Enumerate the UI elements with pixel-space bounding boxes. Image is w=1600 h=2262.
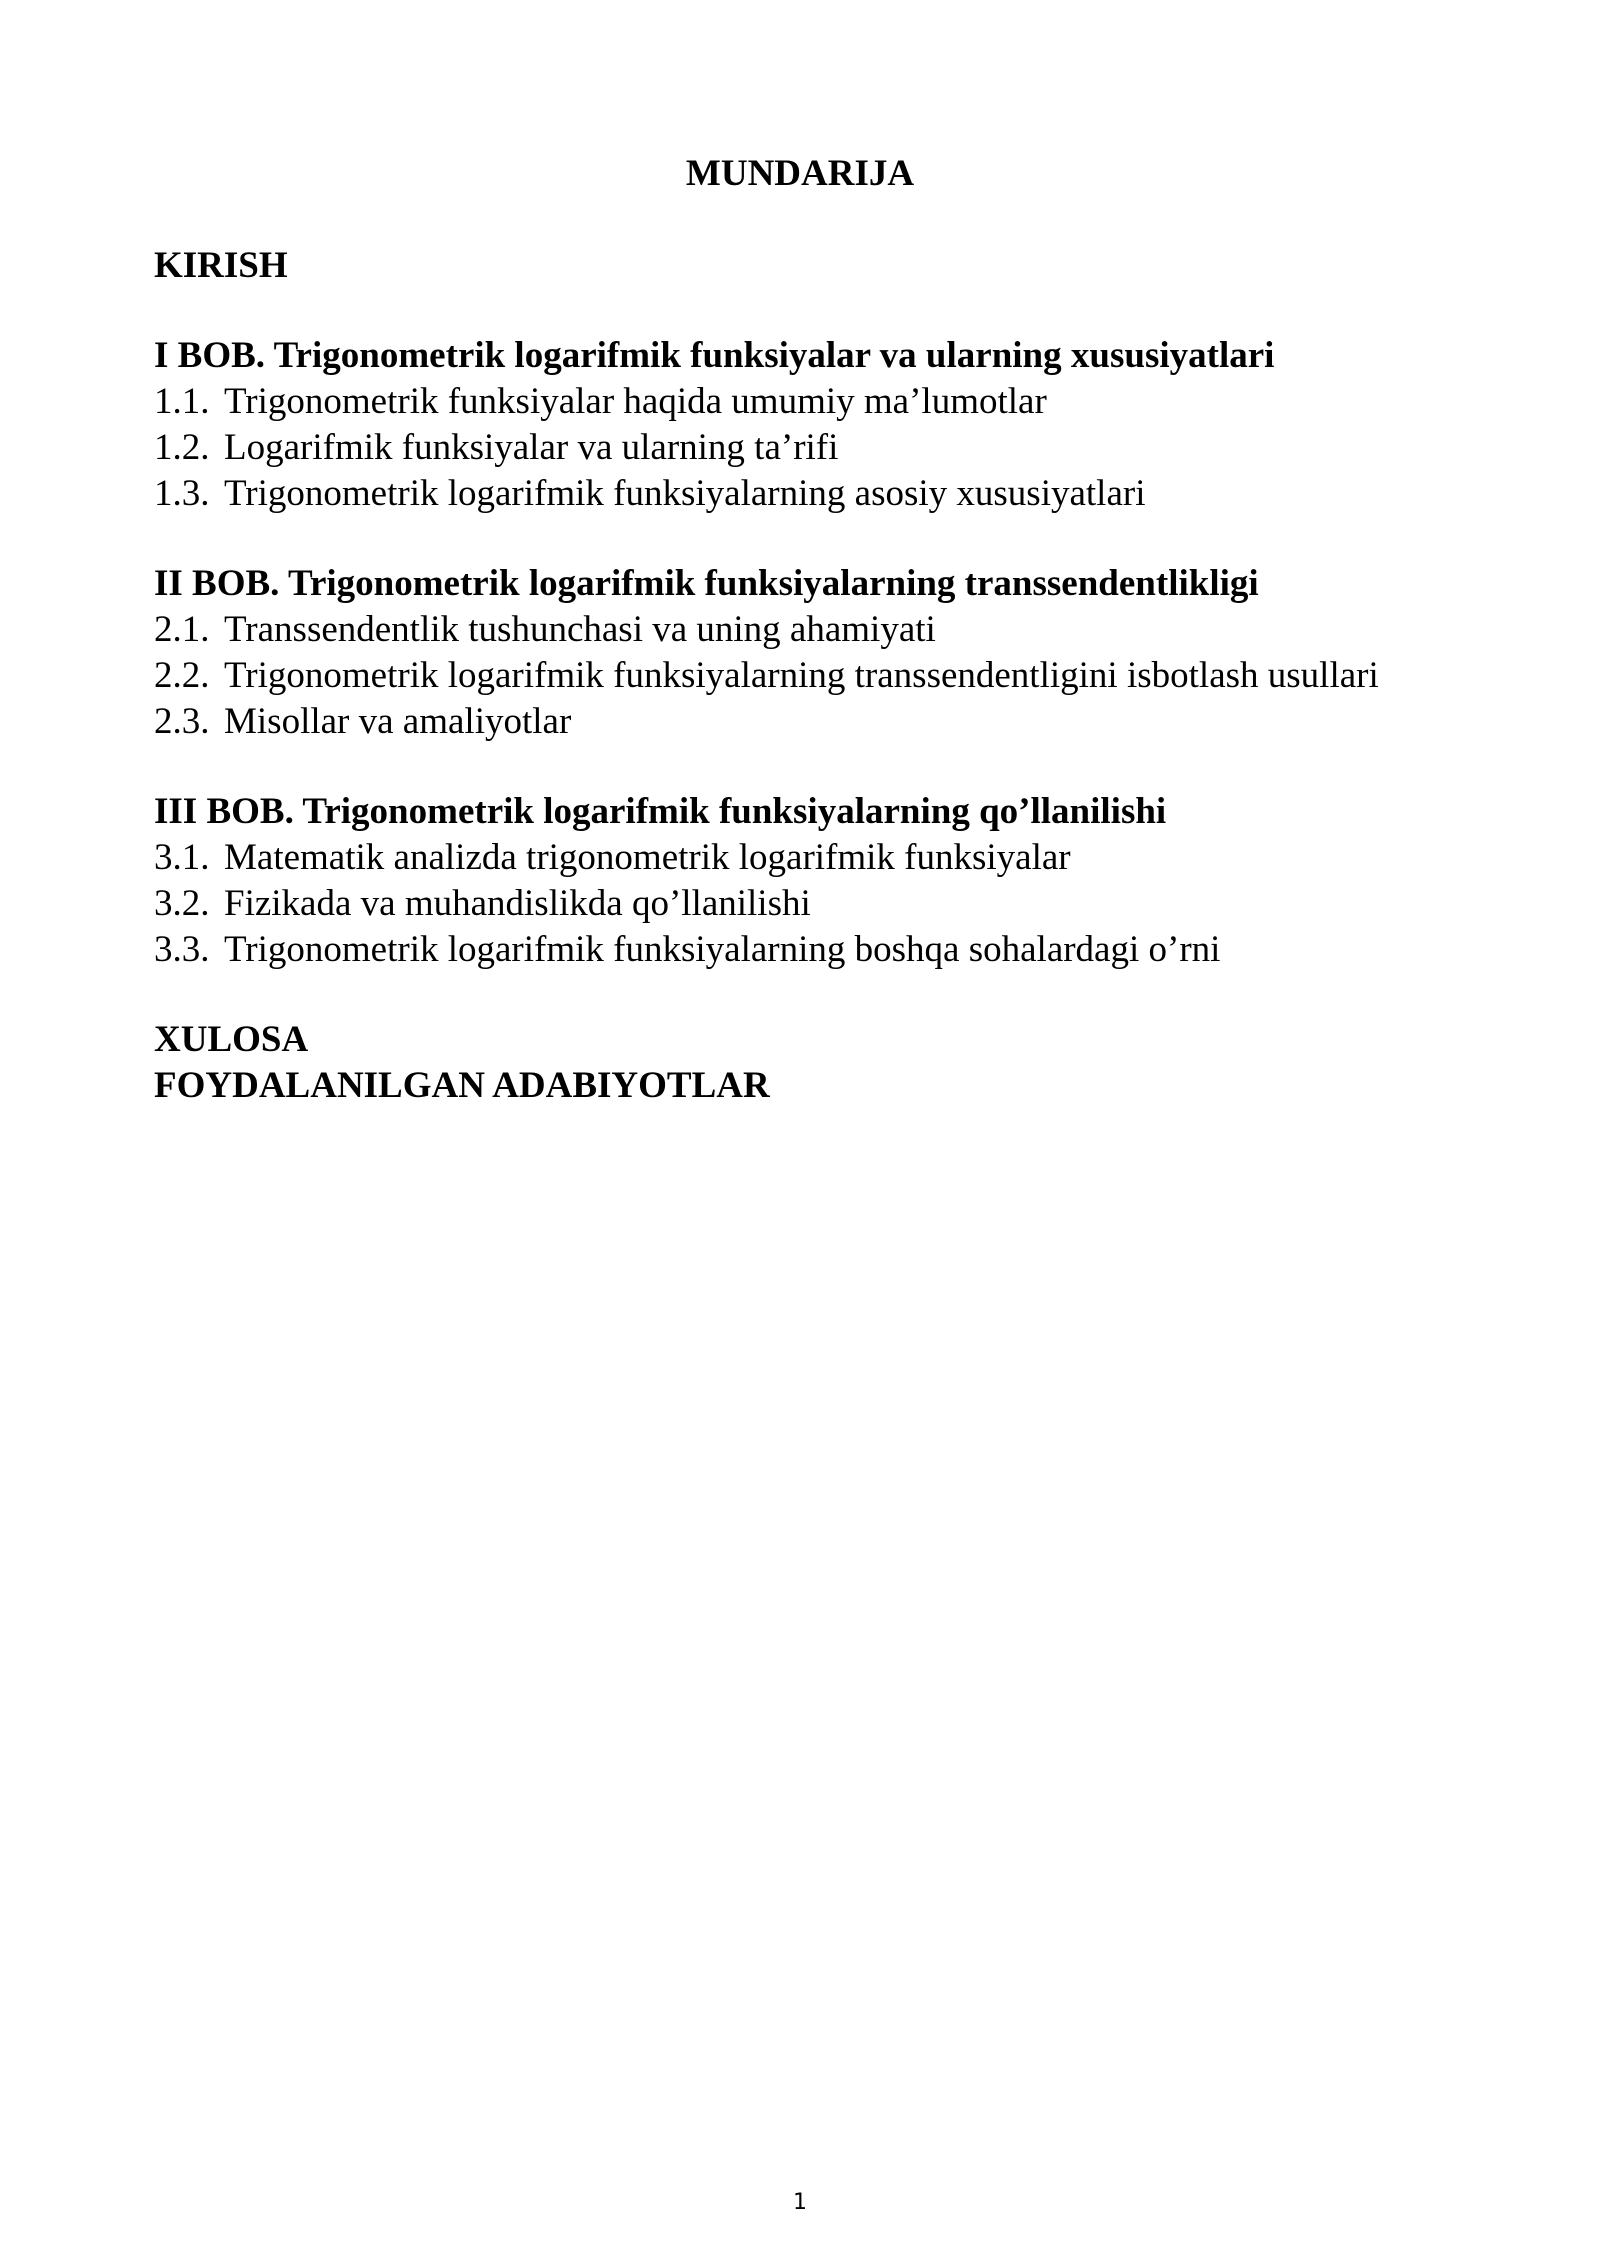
toc-section	[154, 380, 1047, 424]
section-title: Logarifmik funksiyalar va ularning ta’rifi	[224, 427, 839, 468]
section-number: 3.3.	[154, 929, 210, 970]
page-number: 1	[793, 2190, 807, 2215]
section-title: Trigonometrik funksiyalar haqida umumiy ma’lumotlar	[224, 381, 1047, 422]
section-number: 2.2.	[154, 655, 210, 696]
toc-section	[154, 836, 1071, 880]
toc-references: FOYDALANILGAN ADABIYOTLAR	[154, 1065, 770, 1106]
section-title: Transsendentlik tushunchasi va uning ahamiyati	[224, 609, 936, 650]
toc-section	[154, 882, 811, 926]
toc-section	[154, 472, 1145, 516]
section-title: Trigonometrik logarifmik funksiyalarning transsendentligini isbotlash usullari	[224, 655, 1379, 696]
section-title: Trigonometrik logarifmik funksiyalarning asosiy xususiyatlari	[224, 473, 1146, 514]
section-number: 1.1.	[154, 381, 210, 422]
chapter-3-heading: III BOB. Trigonometrik logarifmik funksiyalarning qo’llanilishi	[154, 791, 1167, 832]
section-title: Matematik analizda trigonometrik logarifmik funksiyalar	[224, 837, 1071, 878]
page-title: MUNDARIJA	[685, 153, 915, 194]
chapter-1-heading: I BOB. Trigonometrik logarifmik funksiyalar va ularning xususiyatlari	[154, 335, 1275, 376]
toc-section	[154, 426, 838, 470]
section-number: 3.1.	[154, 837, 210, 878]
toc-section	[154, 928, 1220, 972]
toc-section	[154, 700, 571, 744]
toc-conclusion: XULOSA	[154, 1019, 309, 1060]
section-number: 2.3.	[154, 701, 210, 742]
section-number: 1.2.	[154, 427, 210, 468]
section-title: Trigonometrik logarifmik funksiyalarning boshqa sohalardagi o’rni	[224, 929, 1221, 970]
chapter-2-heading: II BOB. Trigonometrik logarifmik funksiyalarning transsendentlikligi	[154, 563, 1259, 604]
toc-section	[154, 654, 1379, 698]
section-number: 1.3.	[154, 473, 210, 514]
section-number: 2.1.	[154, 609, 210, 650]
toc-intro: KIRISH	[154, 245, 288, 286]
section-title: Misollar va amaliyotlar	[224, 701, 572, 742]
section-number: 3.2.	[154, 883, 210, 924]
section-title: Fizikada va muhandislikda qo’llanilishi	[224, 883, 811, 924]
toc-section	[154, 608, 936, 652]
